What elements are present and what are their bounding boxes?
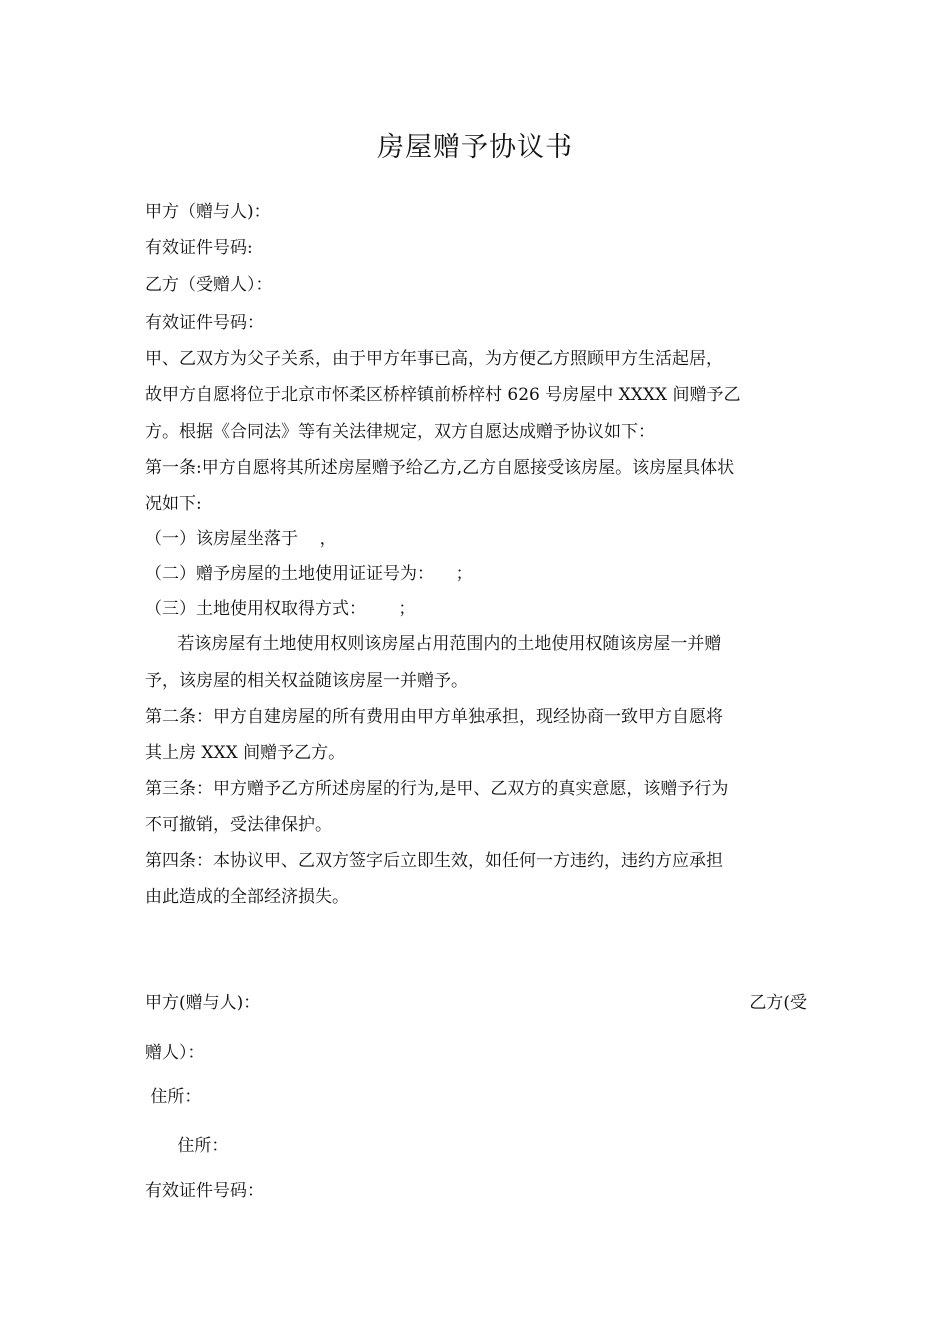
article-3-line-2: 不可撤销，受法律保护。: [145, 815, 332, 835]
signature-party-b-part2: 赠人）：: [145, 1043, 205, 1063]
article-4-line-2: 由此造成的全部经济损失。: [145, 887, 349, 907]
address-b-label: 住所：: [145, 1136, 229, 1156]
article-2-line-2: 其上房 XXX 间赠予乙方。: [145, 743, 346, 763]
article-2-line-1: 第二条：甲方自建房屋的所有费用由甲方单独承担，现经协商一致甲方自愿将: [145, 707, 723, 727]
document-title: 房屋赠予协议书: [377, 132, 573, 163]
article-1-line-2: 况如下:: [145, 494, 202, 514]
land-clause-line-2: 予，该房屋的相关权益随该房屋一并赠予。: [145, 671, 468, 691]
signature-party-a: 甲方(赠与人)：: [145, 993, 261, 1013]
id-number-label: 有效证件号码：: [145, 1181, 264, 1201]
party-b-id-label: 有效证件号码：: [145, 313, 264, 333]
article-1-line-1: 第一条:甲方自愿将其所述房屋赠予给乙方,乙方自愿接受该房屋。该房屋具体状: [145, 458, 735, 478]
signature-party-b-part1: 乙方(受: [749, 993, 807, 1013]
party-a-label: 甲方（赠与人)：: [145, 202, 271, 222]
party-a-id-label: 有效证件号码:: [145, 238, 253, 258]
item-1: （一）该房屋坐落于 ，: [145, 529, 337, 549]
item-3: （三）土地使用权取得方式： ；: [145, 599, 416, 619]
intro-line-2: 故甲方自愿将位于北京市怀柔区桥梓镇前桥梓村 626 号房屋中 XXXX 间赠予乙: [145, 385, 741, 405]
article-4-line-1: 第四条：本协议甲、乙双方签字后立即生效，如任何一方违约，违约方应承担: [145, 851, 723, 871]
item-2: （二）赠予房屋的土地使用证证号为： ；: [145, 564, 473, 584]
address-a-label: 住所：: [145, 1087, 202, 1107]
party-b-label: 乙方（受赠人）：: [145, 275, 273, 295]
intro-line-1: 甲、乙双方为父子关系，由于甲方年事已高，为方便乙方照顾甲方生活起居，: [145, 349, 723, 369]
intro-line-3: 方。根据《合同法》等有关法律规定，双方自愿达成赠予协议如下：: [145, 422, 655, 442]
land-clause-line-1: 若该房屋有土地使用权则该房屋占用范围内的土地使用权随该房屋一并赠: [145, 634, 722, 654]
article-3-line-1: 第三条：甲方赠予乙方所述房屋的行为,是甲、乙双方的真实意愿，该赠予行为: [145, 779, 729, 799]
